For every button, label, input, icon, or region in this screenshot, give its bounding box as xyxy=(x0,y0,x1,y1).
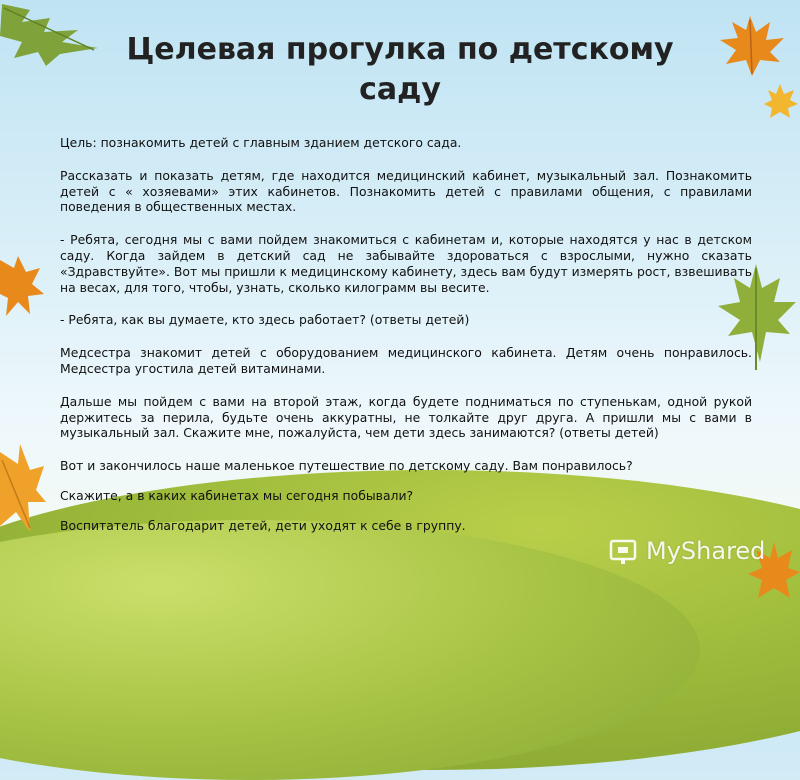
paragraph-second-floor: Дальше мы пойдем с вами на второй этаж, когда будете подниматься по ступенькам, одной рукой держитесь за перила, будьте очень аккуратны, не толкайте друг друга. А пришли мы с вами в музыкальный зал. Скажите мне, пожалуйста, чем дети здесь занимаются? (ответы детей) xyxy=(60,393,752,441)
leaf-top-left-icon xyxy=(0,0,110,70)
paragraph-goal: Цель: познакомить детей с главным зданием детского сада. xyxy=(60,135,462,150)
myshared-logo-icon xyxy=(608,536,638,566)
paragraph-recap: Скажите, а в каких кабинетах мы сегодня побывали? xyxy=(60,487,414,503)
leaf-bottom-left-icon xyxy=(0,440,46,540)
paragraph-intro-speech: - Ребята, сегодня мы с вами пойдем знакомиться с кабинетам и, которые находятся у нас в детском саду. Когда зайдем в детский сад не забывайте здороваться с взрослыми, нужно сказать «Здравствуйте». Вот мы пришли к медицинскому кабинету, здесь вам будут измерять рост, взвешивать на весах, для того, чтобы, узнать, сколько килограмм вы весите. xyxy=(60,232,752,295)
page-title: Целевая прогулка по детскому саду xyxy=(126,32,674,107)
paragraph-question: - Ребята, как вы думаете, кто здесь работает? (ответы детей) xyxy=(60,312,470,328)
leaf-top-right-icon xyxy=(716,14,786,78)
leaf-left-orange-icon xyxy=(0,254,44,320)
paragraph-teacher: Воспитатель благодарит детей, дети уходят к себе в группу. xyxy=(60,517,466,533)
paragraph-end: Вот и закончилось наше маленькое путешествие по детскому саду. Вам понравилось? xyxy=(60,458,633,474)
watermark xyxy=(608,536,765,566)
slide-content xyxy=(60,135,752,551)
watermark-text: MyShared xyxy=(646,537,766,565)
leaf-right-small-icon xyxy=(764,82,798,120)
paragraph-plan: Рассказать и показать детям, где находится медицинский кабинет, музыкальный зал. Познакомить детей с « хозяевами» этих кабинетов. Познакомить детей с правилами общения, с правилами поведения в общественных местах. xyxy=(60,167,752,215)
paragraph-nurse: Медсестра знакомит детей с оборудованием медицинского кабинета. Детям очень понравилось. Медсестра угостила детей витаминами. xyxy=(60,345,752,376)
